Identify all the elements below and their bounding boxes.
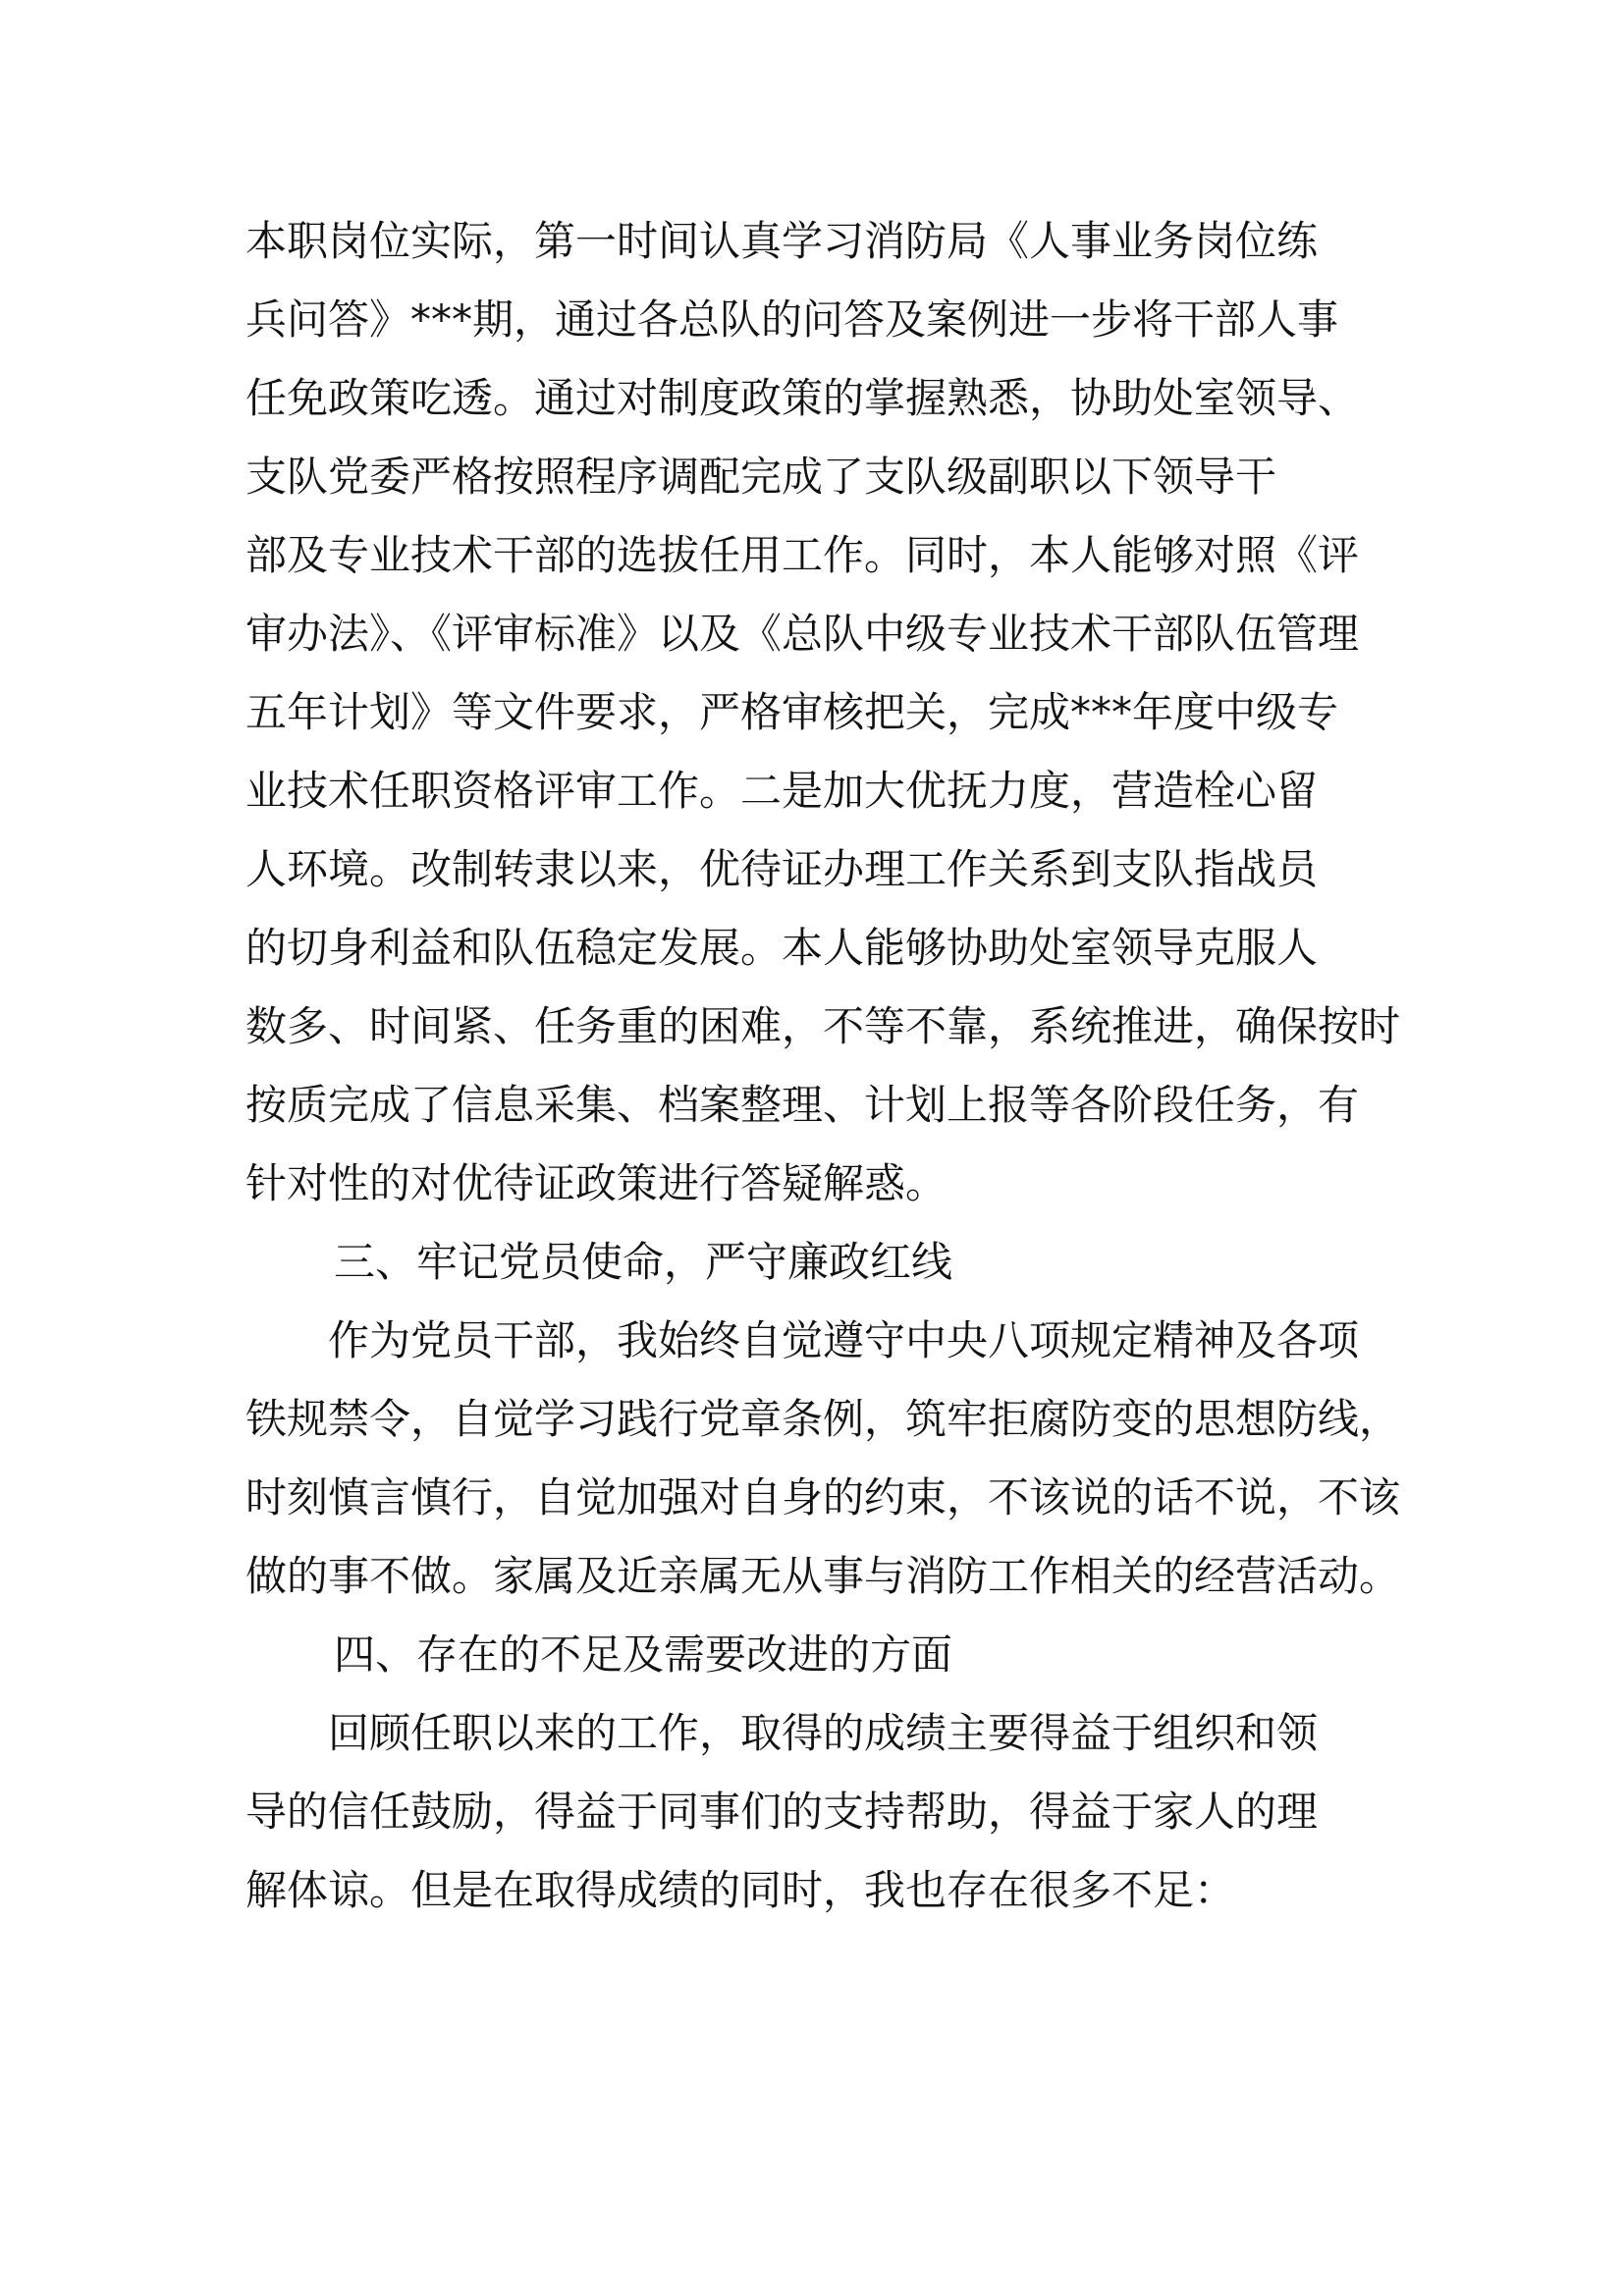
body-text-line: 针对性的对优待证政策进行答疑解惑。 bbox=[245, 1159, 947, 1207]
body-text-line: 做的事不做。家属及近亲属无从事与消防工作相关的经营活动。 bbox=[245, 1552, 1401, 1600]
body-text-line: 导的信任鼓励，得益于同事们的支持帮助，得益于家人的理 bbox=[245, 1788, 1319, 1836]
section-heading: 四、存在的不足及需要改进的方面 bbox=[334, 1630, 953, 1679]
body-text-line: 作为党员干部，我始终自觉遵守中央八项规定精神及各项 bbox=[328, 1316, 1360, 1364]
body-text-line: 时刻慎言慎行，自觉加强对自身的约束，不该说的话不说，不该 bbox=[245, 1473, 1401, 1522]
section-heading: 三、牢记党员使命，严守廉政红线 bbox=[334, 1238, 953, 1286]
body-text-line: 回顾任职以来的工作，取得的成绩主要得益于组织和领 bbox=[328, 1709, 1319, 1757]
body-text-line: 的切身利益和队伍稳定发展。本人能够协助处室领导克服人 bbox=[245, 924, 1319, 972]
body-text-line: 审办法》、《评审标准》以及《总队中级专业技术干部队伍管理 bbox=[245, 610, 1360, 658]
body-text-line: 本职岗位实际，第一时间认真学习消防局《人事业务岗位练 bbox=[245, 217, 1319, 265]
body-text-line: 支队党委严格按照程序调配完成了支队级副职以下领导干 bbox=[245, 453, 1277, 501]
body-text-line: 按质完成了信息采集、档案整理、计划上报等各阶段任务，有 bbox=[245, 1081, 1360, 1129]
body-text-line: 解体谅。但是在取得成绩的同时，我也存在很多不足： bbox=[245, 1866, 1236, 1914]
body-text-line: 五年计划》等文件要求，严格审核把关，完成***年度中级专 bbox=[245, 688, 1339, 736]
body-text-line: 铁规禁令，自觉学习践行党章条例，筑牢拒腐防变的思想防线， bbox=[245, 1395, 1401, 1443]
body-text-line: 兵问答》***期，通过各总队的问答及案例进一步将干部人事 bbox=[245, 295, 1339, 344]
body-text-line: 人环境。改制转隶以来，优待证办理工作关系到支队指战员 bbox=[245, 845, 1319, 893]
body-text-line: 任免政策吃透。通过对制度政策的掌握熟悉，协助处室领导、 bbox=[245, 374, 1360, 422]
body-text-line: 部及专业技术干部的选拔任用工作。同时，本人能够对照《评 bbox=[245, 531, 1360, 579]
body-text-line: 业技术任职资格评审工作。二是加大优抚力度，营造栓心留 bbox=[245, 767, 1319, 815]
body-text-line: 数多、时间紧、任务重的困难，不等不靠，系统推进，确保按时 bbox=[245, 1002, 1401, 1050]
